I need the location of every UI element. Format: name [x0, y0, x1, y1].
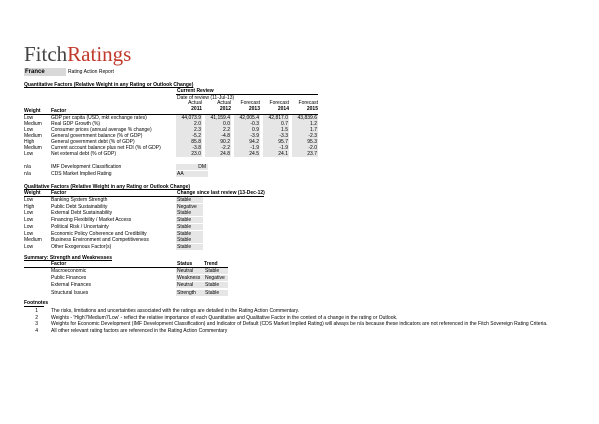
row-value: 44,073.9	[176, 115, 202, 121]
summary-trend: Negative	[204, 275, 228, 281]
row-value: 0.7	[263, 121, 289, 127]
row-value: -1.9	[263, 145, 289, 151]
row-value: 2.0	[176, 121, 202, 127]
summary-trend: Stable	[204, 282, 228, 288]
row-value: 24.1	[263, 151, 289, 157]
qual-weight: Low	[24, 243, 34, 250]
review-date: Date of review (11-Jul-13)	[177, 95, 235, 101]
summary-factor: Macroeconomic	[51, 268, 87, 274]
row-factor: GDP per capita (USD, mkt exchange rates)	[51, 115, 147, 121]
row-value: 2.2	[205, 127, 231, 133]
footnote-text: The risks, limitations and uncertainties associated with the ratings are detailed in the Rating Action Commentary.	[51, 308, 300, 314]
row-value: 1.7	[292, 127, 318, 133]
summary-factor: Structural Issues	[51, 289, 89, 296]
row-factor: Current account balance plus net FDI (% of GDP)	[51, 145, 161, 151]
current-review-title: Current Review	[177, 88, 214, 94]
qual-factor: Financing Flexibility / Market Access	[51, 217, 132, 224]
qual-factor: Public Debt Sustainability	[51, 203, 108, 210]
qual-change: Stable	[176, 210, 203, 216]
logo-fitch-text: Fitch	[24, 42, 68, 66]
row-weight: Medium	[24, 121, 42, 127]
row-factor: General government debt (% of GDP)	[51, 139, 135, 145]
qualitative-factor-header: Factor	[51, 190, 67, 196]
summary-status: Neutral	[176, 268, 204, 274]
footnote-number: 4	[35, 327, 38, 334]
qualitative-title: Qualitative Factors (Relative Weight in any Rating or Outlook Change)	[24, 184, 191, 190]
extra-factor: IMF Development Classification	[51, 164, 122, 170]
row-value: 95.7	[263, 139, 289, 145]
summary-factor: Public Finances	[51, 275, 87, 282]
row-weight: Low	[24, 115, 34, 121]
country-label: France	[24, 68, 66, 76]
row-value: 43,839.6	[292, 115, 318, 121]
row-value: 2.3	[176, 127, 202, 133]
row-value: 85.8	[176, 139, 202, 145]
column-header-year: 2015	[306, 106, 318, 112]
extra-weight: n/a	[24, 171, 31, 177]
footnote-text: Weights - 'High'/'Medium'/'Low' - reflect the relative importance of each Quantitative and Qualitative Factor in the context of a change in the rating or Outlook.	[51, 314, 398, 321]
row-factor: Consumer prices (annual average % change)	[51, 127, 152, 133]
row-value: -2.3	[292, 133, 318, 139]
row-value: 0.9	[234, 127, 260, 133]
column-header-year: 2014	[277, 106, 289, 112]
footnote-text: All other relevant rating factors are referenced in the Rating Action Commentary	[51, 327, 228, 334]
row-value: -2.2	[205, 145, 231, 151]
row-value: -0.3	[234, 121, 260, 127]
column-header-line1: Actual	[188, 100, 202, 106]
row-value: -5.2	[176, 133, 202, 139]
summary-status: Neutral	[176, 282, 204, 288]
row-weight: Low	[24, 151, 34, 157]
qual-weight: Medium	[24, 237, 42, 244]
qual-change: Stable	[176, 231, 203, 237]
footnote-number: 3	[35, 321, 38, 328]
summary-title: Summary: Strength and Weaknesses	[24, 255, 112, 261]
fitch-ratings-logo	[24, 43, 131, 65]
extra-value: DM	[176, 164, 208, 170]
qual-change: Negative	[176, 204, 203, 210]
row-weight: Medium	[24, 133, 42, 139]
footnote-text: Weights for Economic Development (IMF Development Classification) and Indicator of Default (CDS Market Implied Rating) will always be n/a because these indicators are not referenced in the Fitch Sovereign Rating Criteria.	[51, 321, 548, 328]
qual-factor: Economic Policy Coherence and Credibility	[51, 230, 147, 237]
row-factor: Net external debt (% of GDP)	[51, 151, 117, 157]
footnote-number: 2	[35, 314, 38, 321]
row-value: 24.8	[205, 151, 231, 157]
row-value: -2.0	[292, 145, 318, 151]
summary-factor: External Finances	[51, 282, 92, 289]
row-value: 90.2	[205, 139, 231, 145]
row-value: 42,817.0	[263, 115, 289, 121]
qual-change: Stable	[176, 217, 203, 223]
summary-factor-header: Factor	[51, 261, 67, 267]
qual-weight: Low	[24, 217, 34, 224]
column-header-line1: Forecast	[240, 100, 260, 106]
column-header-line1: Forecast	[269, 100, 289, 106]
row-value: 1.5	[263, 127, 289, 133]
qual-factor: Political Risk / Uncertainty	[51, 223, 109, 230]
column-header-year: 2012	[219, 106, 231, 112]
row-value: -4.8	[205, 133, 231, 139]
qual-change: Stable	[176, 197, 203, 203]
row-value: 23.7	[292, 151, 318, 157]
qual-weight: Low	[24, 197, 34, 203]
footnote-number: 1	[35, 308, 38, 314]
row-value: 94.2	[234, 139, 260, 145]
row-factor: General government balance (% of GDP)	[51, 133, 143, 139]
column-header-line1: Forecast	[298, 100, 318, 106]
extra-factor: CDS Market Implied Rating	[51, 171, 112, 177]
row-value: 0.0	[205, 121, 231, 127]
qual-weight: Low	[24, 230, 34, 237]
summary-trend: Stable	[204, 268, 228, 274]
quantitative-factor-header: Factor	[51, 108, 67, 114]
qual-change: Stable	[176, 237, 203, 243]
qual-factor: External Debt Sustainability	[51, 210, 113, 217]
qual-factor: Banking System Strength	[51, 197, 108, 203]
qual-weight: Low	[24, 210, 34, 217]
summary-status: Weakness	[176, 275, 204, 281]
footnotes-title: Footnotes	[24, 300, 49, 306]
qual-change: Stable	[176, 224, 203, 230]
footnotes-rule	[24, 306, 44, 307]
quantitative-title: Quantitative Factors (Relative Weight in any Rating or Outlook Change)	[24, 82, 194, 88]
qual-weight: Low	[24, 223, 34, 230]
row-value: -3.9	[234, 133, 260, 139]
summary-status: Strength	[176, 290, 204, 296]
row-value: 42,005.4	[234, 115, 260, 121]
row-value: 1.2	[292, 121, 318, 127]
row-value: 23.0	[176, 151, 202, 157]
row-factor: Real GDP Growth (%)	[51, 121, 101, 127]
row-weight: High	[24, 139, 35, 145]
row-weight: Low	[24, 127, 34, 133]
summary-status-header: Status	[177, 261, 193, 267]
extra-value: AA	[176, 171, 208, 177]
logo-ratings-text: Ratings	[67, 42, 132, 66]
row-value: 41,159.4	[205, 115, 231, 121]
row-value: 95.3	[292, 139, 318, 145]
extra-weight: n/a	[24, 164, 31, 170]
summary-trend-header: Trend	[204, 261, 218, 267]
row-value: 24.5	[234, 151, 260, 157]
qual-factor: Business Environment and Competitiveness	[51, 237, 149, 244]
row-weight: Medium	[24, 145, 42, 151]
row-value: -3.8	[176, 145, 202, 151]
row-value: -1.9	[234, 145, 260, 151]
quantitative-weight-header: Weight	[24, 108, 41, 114]
qualitative-change-header: Change since last review (13-Dec-12)	[177, 190, 265, 196]
qual-weight: High	[24, 203, 35, 210]
column-header-year: 2011	[191, 106, 202, 112]
report-type-label: Rating Action Report	[68, 69, 114, 75]
qual-factor: Other Exogenous Factor(s)	[51, 243, 112, 250]
column-header-line1: Actual	[217, 100, 231, 106]
qualitative-weight-header: Weight	[24, 190, 41, 196]
summary-trend: Stable	[204, 290, 228, 296]
qual-change: Stable	[176, 244, 203, 250]
column-header-year: 2013	[248, 106, 260, 112]
row-value: -3.3	[263, 133, 289, 139]
